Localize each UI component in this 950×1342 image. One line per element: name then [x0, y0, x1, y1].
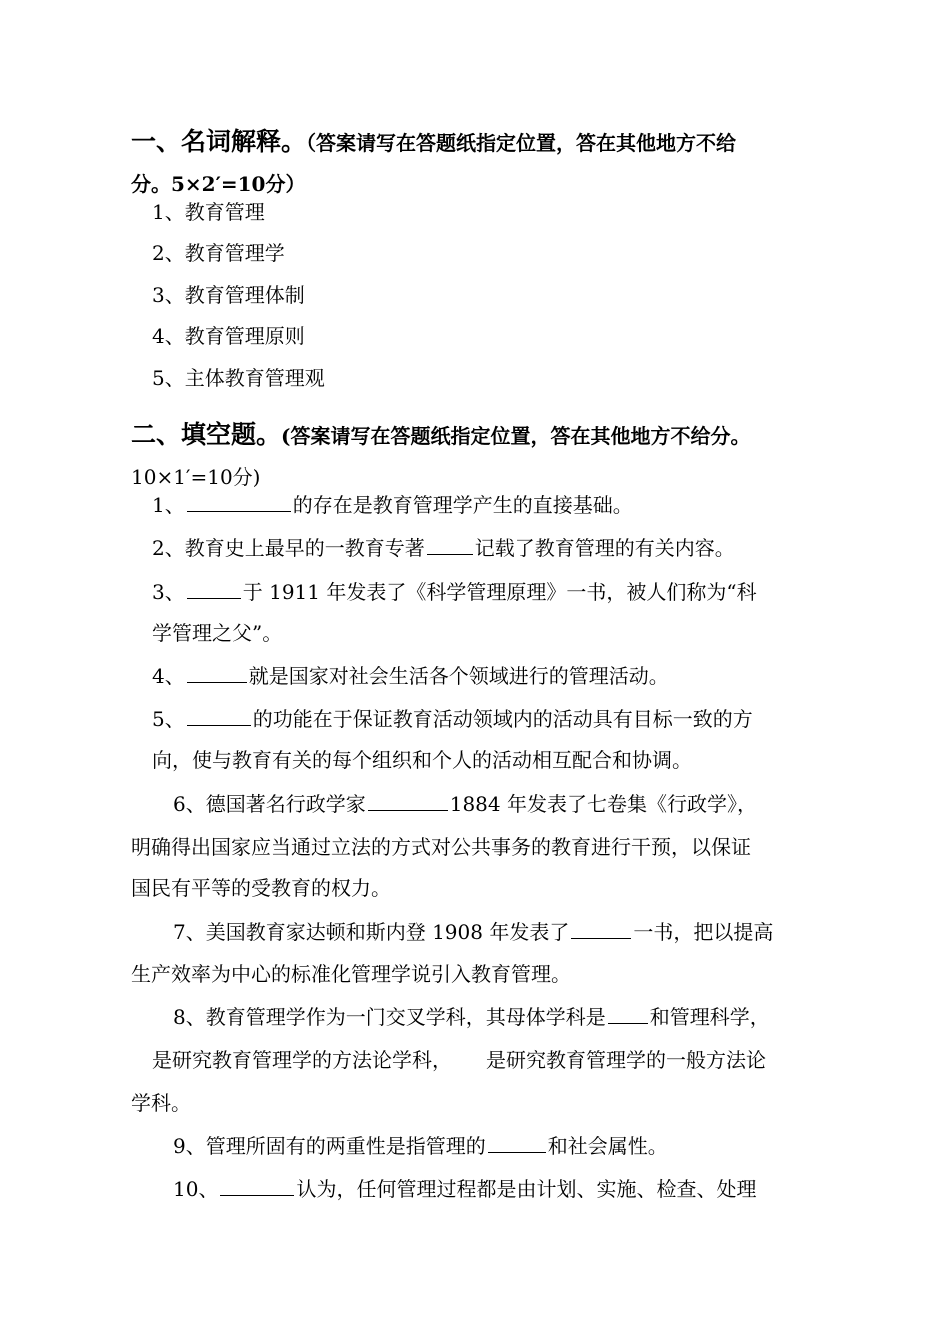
- q10-text: 认为，任何管理过程都是由计划、实施、检查、处理: [296, 1177, 757, 1201]
- q10-number: 10、: [173, 1177, 219, 1201]
- question-7: [173, 918, 773, 946]
- q1-text: 的存在是教育管理学产生的直接基础。: [292, 493, 633, 517]
- section1-item: 4、教育管理原则: [152, 324, 305, 348]
- q5-continuation: 向，使与教育有关的每个组织和个人的活动相互配合和协调。: [152, 748, 692, 772]
- q8-blank[interactable]: [608, 1003, 648, 1024]
- q3-blank[interactable]: [187, 578, 241, 599]
- q6-continuation-2: 国民有平等的受教育的权力。: [131, 876, 391, 900]
- section1-note-cont: 分。5×2′=10分）: [131, 172, 306, 196]
- q7-text-after: 一书，把以提高: [633, 920, 774, 944]
- section1-title: 一、名词解释。: [131, 127, 307, 156]
- q1-number: 1、: [152, 493, 185, 517]
- q6-text-before: 6、德国著名行政学家: [173, 792, 366, 816]
- question-8: [173, 1003, 770, 1031]
- q7-continuation: 生产效率为中心的标准化管理学说引入教育管理。: [131, 962, 571, 986]
- q3-continuation: 学管理之父”。: [152, 621, 283, 645]
- q1-blank[interactable]: [187, 491, 291, 512]
- question-10: [173, 1175, 756, 1203]
- q5-number: 5、: [152, 707, 185, 731]
- section1-note: （答案请写在答题纸指定位置，答在其他地方不给: [306, 131, 737, 155]
- q3-text: 于 1911 年发表了《科学管理原理》一书，被人们称为“科: [242, 580, 757, 604]
- q9-text-after: 和社会属性。: [547, 1134, 668, 1158]
- section2-note-cont: 10×1′=10分): [131, 465, 261, 489]
- q8-continuation-1b: 是研究教育管理学的一般方法论: [486, 1048, 766, 1072]
- q8-continuation-1: [152, 1046, 766, 1074]
- q6-continuation-1: 明确得出国家应当通过立法的方式对公共事务的教育进行干预，以保证: [131, 835, 751, 859]
- question-1: [152, 491, 633, 519]
- q4-number: 4、: [152, 664, 185, 688]
- question-4: [152, 662, 669, 690]
- q8-text-before: 8、教育管理学作为一门交叉学科，其母体学科是: [173, 1005, 606, 1029]
- section1-heading: [131, 128, 736, 157]
- q7-text-before: 7、美国教育家达顿和斯内登 1908 年发表了: [173, 920, 570, 944]
- question-3: [152, 578, 757, 606]
- question-2: [152, 534, 735, 562]
- q10-blank[interactable]: [220, 1175, 294, 1196]
- section2-note: (答案请写在答题纸指定位置，答在其他地方不给分。: [281, 424, 751, 448]
- q2-text-before: 2、教育史上最早的一教育专著: [152, 536, 425, 560]
- question-6: [173, 790, 757, 818]
- q9-text-before: 9、管理所固有的两重性是指管理的: [173, 1134, 486, 1158]
- q3-number: 3、: [152, 580, 185, 604]
- q8-continuation-1a: 是研究教育管理学的方法论学科，: [152, 1048, 452, 1072]
- section1-item: 2、教育管理学: [152, 241, 285, 265]
- q2-blank[interactable]: [427, 534, 473, 555]
- section1-item: 3、教育管理体制: [152, 283, 305, 307]
- q9-blank[interactable]: [488, 1132, 546, 1153]
- section2-heading: [131, 421, 750, 450]
- q8-continuation-2: 学科。: [131, 1091, 191, 1115]
- q4-blank[interactable]: [187, 662, 247, 683]
- q8-text-after: 和管理科学，: [649, 1005, 770, 1029]
- q4-text: 就是国家对社会生活各个领域进行的管理活动。: [248, 664, 669, 688]
- q6-blank[interactable]: [368, 790, 448, 811]
- section2-title: 二、填空题。: [131, 420, 282, 449]
- question-9: [173, 1132, 668, 1160]
- q6-text-after: 1884 年发表了七卷集《行政学》，: [449, 792, 757, 816]
- q5-blank[interactable]: [187, 705, 251, 726]
- section1-item: 1、教育管理: [152, 200, 265, 224]
- q7-blank[interactable]: [571, 918, 631, 939]
- section1-item: 5、主体教育管理观: [152, 366, 325, 390]
- q5-text: 的功能在于保证教育活动领域内的活动具有目标一致的方: [252, 707, 753, 731]
- question-5: [152, 705, 753, 733]
- q2-text-after: 记载了教育管理的有关内容。: [474, 536, 735, 560]
